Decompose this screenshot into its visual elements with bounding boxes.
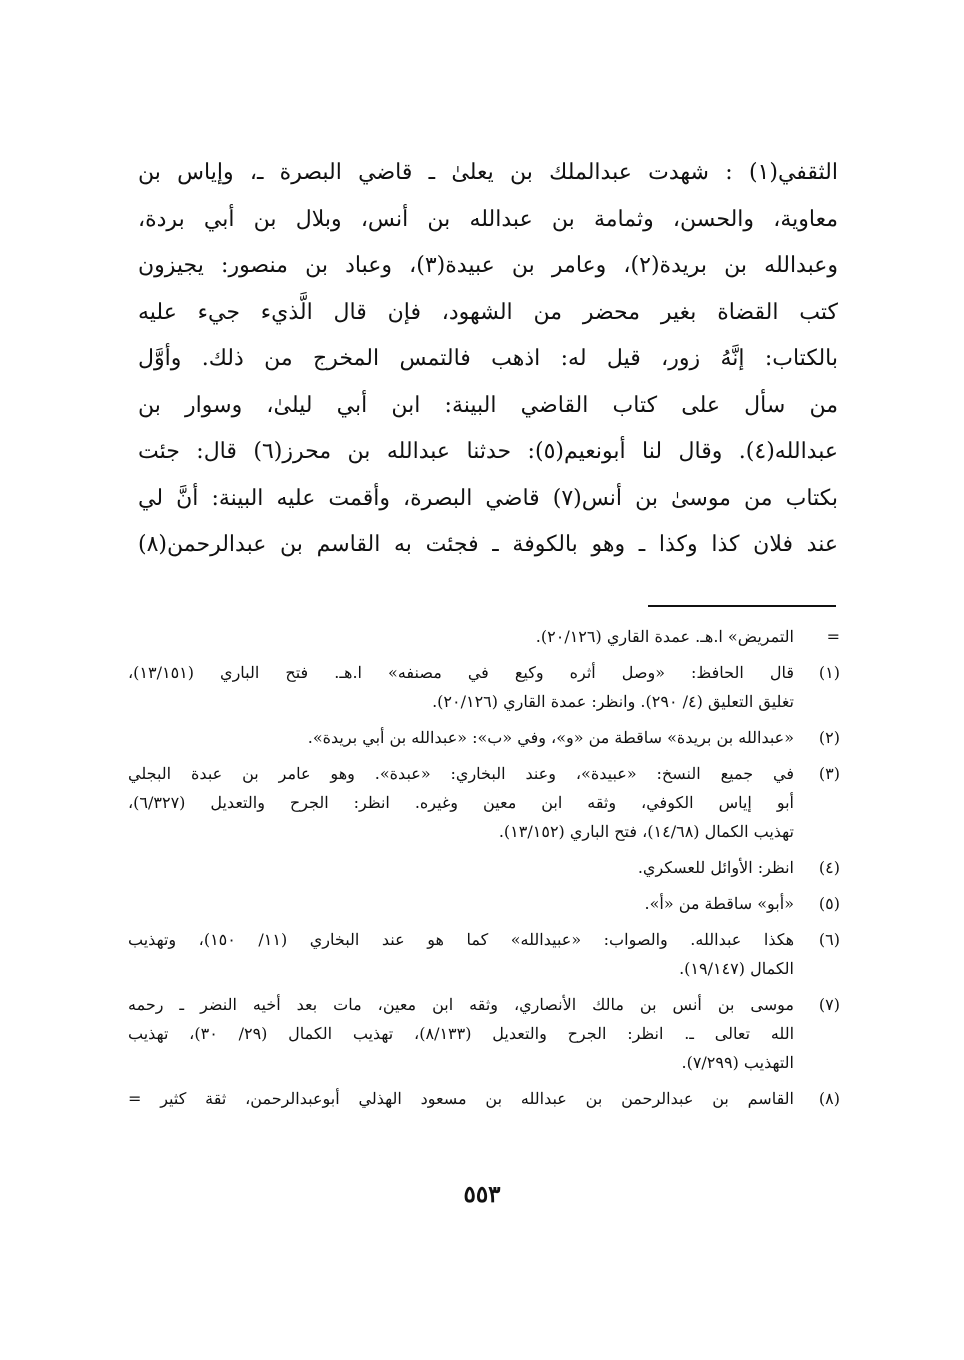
footnote-4 bbox=[128, 853, 840, 882]
footnote-body bbox=[128, 1084, 794, 1113]
main-text-line: كتب القضاة بغير محضر من الشهود، فإن قال الَّذيء جيء عليه bbox=[138, 299, 838, 325]
footnote-marker: (١) bbox=[818, 663, 840, 682]
footnote-marker: (٧) bbox=[818, 995, 840, 1014]
main-text-line: بالكتاب: إنَّهُ زور، قيل له: اذهب فالتمس المخرج من ذلك. وأوَّل bbox=[138, 346, 838, 371]
page-number: ٥٥٣ bbox=[463, 1181, 501, 1208]
footnote-body bbox=[128, 990, 794, 1077]
footnote-line: الكمال (١٩/١٤٧). bbox=[679, 959, 794, 978]
footnote-marker: (٣) bbox=[818, 764, 840, 783]
footnote-marker: (٥) bbox=[818, 894, 840, 913]
footnote-line: تغليق التعليق (٤/ ٢٩٠). وانظر: عمدة القاري (٢٠/١٢٦). bbox=[432, 692, 794, 711]
footnote-6 bbox=[128, 925, 840, 983]
footnote-line: الله تعالى ـ. انظر: الجرح والتعديل (٨/١٣٣)، تهذيب الكمال (٢٩/ ٣٠)، تهذيب bbox=[128, 1024, 794, 1043]
footnote-body bbox=[128, 925, 794, 983]
footnote-3 bbox=[128, 759, 840, 846]
footnote-line: هكذا عبدالله. والصواب: «عبيدالله» كما هو عند البخاري (١١/ ١٥٠)، وتهذيب bbox=[128, 930, 794, 949]
main-text-line: بكتاب من موسىٰ بن أنس(٧) قاضي البصرة، وأقمت عليه البينة: أنَّ لي bbox=[138, 485, 838, 511]
main-text-line: وعبدالله بن بريدة(٢)، وعامر بن عبيدة(٣)، وعباد بن منصور: يجيزون bbox=[138, 253, 838, 278]
main-text-line: معاوية، والحسن، وثمامة بن عبدالله بن أنس، وبلال بن أبي بردة، bbox=[138, 206, 838, 232]
footnote-line: تهذيب الكمال (١٤/٦٨)، فتح الباري (١٣/١٥٢). bbox=[498, 822, 794, 841]
footnote-1 bbox=[128, 658, 840, 716]
footnote-line: انظر: الأوائل للعسكري. bbox=[637, 858, 794, 877]
footnote-marker: (٢) bbox=[818, 728, 840, 747]
footnote-line: «أبو» ساقطة من «أ». bbox=[644, 894, 794, 913]
footnote-continuation bbox=[128, 622, 840, 651]
footnote-line: التهذيب (٧/٢٩٩). bbox=[681, 1053, 794, 1072]
footnote-8 bbox=[128, 1084, 840, 1113]
footnote-body bbox=[128, 853, 794, 882]
main-text-line: عند فلان كذا وكذا ـ وهو بالكوفة ـ فجئت به القاسم بن عبدالرحمن(٨) bbox=[138, 532, 838, 557]
footnote-body bbox=[128, 889, 794, 918]
footnote-body bbox=[128, 622, 794, 651]
footnote-5 bbox=[128, 889, 840, 918]
footnote-marker: (٤) bbox=[818, 858, 840, 877]
footnote-line: «عبدالله بن بريدة» ساقطة من «و»، وفي «ب»: «عبدالله بن أبي بريدة». bbox=[307, 728, 794, 747]
footnote-line: قال الحافظ: «وصل أثره وكيع في مصنفه» ا.هـ. فتح الباري (١٣/١٥١)، bbox=[128, 663, 794, 682]
footnote-marker: = bbox=[826, 627, 840, 646]
footnote-line: في جميع النسخ: «عبيدة»، وعند البخاري: «عبدة». وهو عامر بن عبدة البجلي bbox=[128, 764, 794, 783]
footnote-line: أبو إياس الكوفي، وثقه ابن معين وغيره. انظر: الجرح والتعديل (٦/٣٢٧)، bbox=[128, 793, 794, 812]
footnote-7 bbox=[128, 990, 840, 1077]
footnote-line: القاسم بن عبدالرحمن بن عبدالله بن مسعود الهذلي أبوعبدالرحمن، ثقة كثير = bbox=[128, 1089, 794, 1108]
footnote-body bbox=[128, 723, 794, 752]
main-text-line: عبدالله(٤). وقال لنا أبونعيم(٥): حدثنا عبدالله بن محرز(٦) قال: جئت bbox=[138, 439, 838, 464]
footnote-line: التمريض» ا.هـ. عمدة القاري (٢٠/١٢٦). bbox=[535, 627, 794, 646]
footnote-body bbox=[128, 759, 794, 846]
footnote-2 bbox=[128, 723, 840, 752]
footnote-marker: (٦) bbox=[818, 930, 840, 949]
footnotes-block bbox=[128, 622, 840, 1120]
footnote-line: موسى بن أنس بن مالك الأنصاري، وثقه ابن معين، مات بعد أخيه النضر ـ رحمه bbox=[128, 995, 794, 1014]
main-text-line: الثقفي(١) : شهدت عبدالملك بن يعلىٰ ـ قاضي البصرة ـ، وإياس بن bbox=[138, 160, 838, 185]
footnote-body bbox=[128, 658, 794, 716]
footnote-marker: (٨) bbox=[818, 1089, 840, 1108]
main-text-block bbox=[138, 150, 838, 569]
footnote-separator bbox=[648, 605, 836, 607]
main-text-line: من سأل على كتاب القاضي البينة: ابن أبي ليلىٰ، وسوار بن bbox=[138, 392, 838, 418]
